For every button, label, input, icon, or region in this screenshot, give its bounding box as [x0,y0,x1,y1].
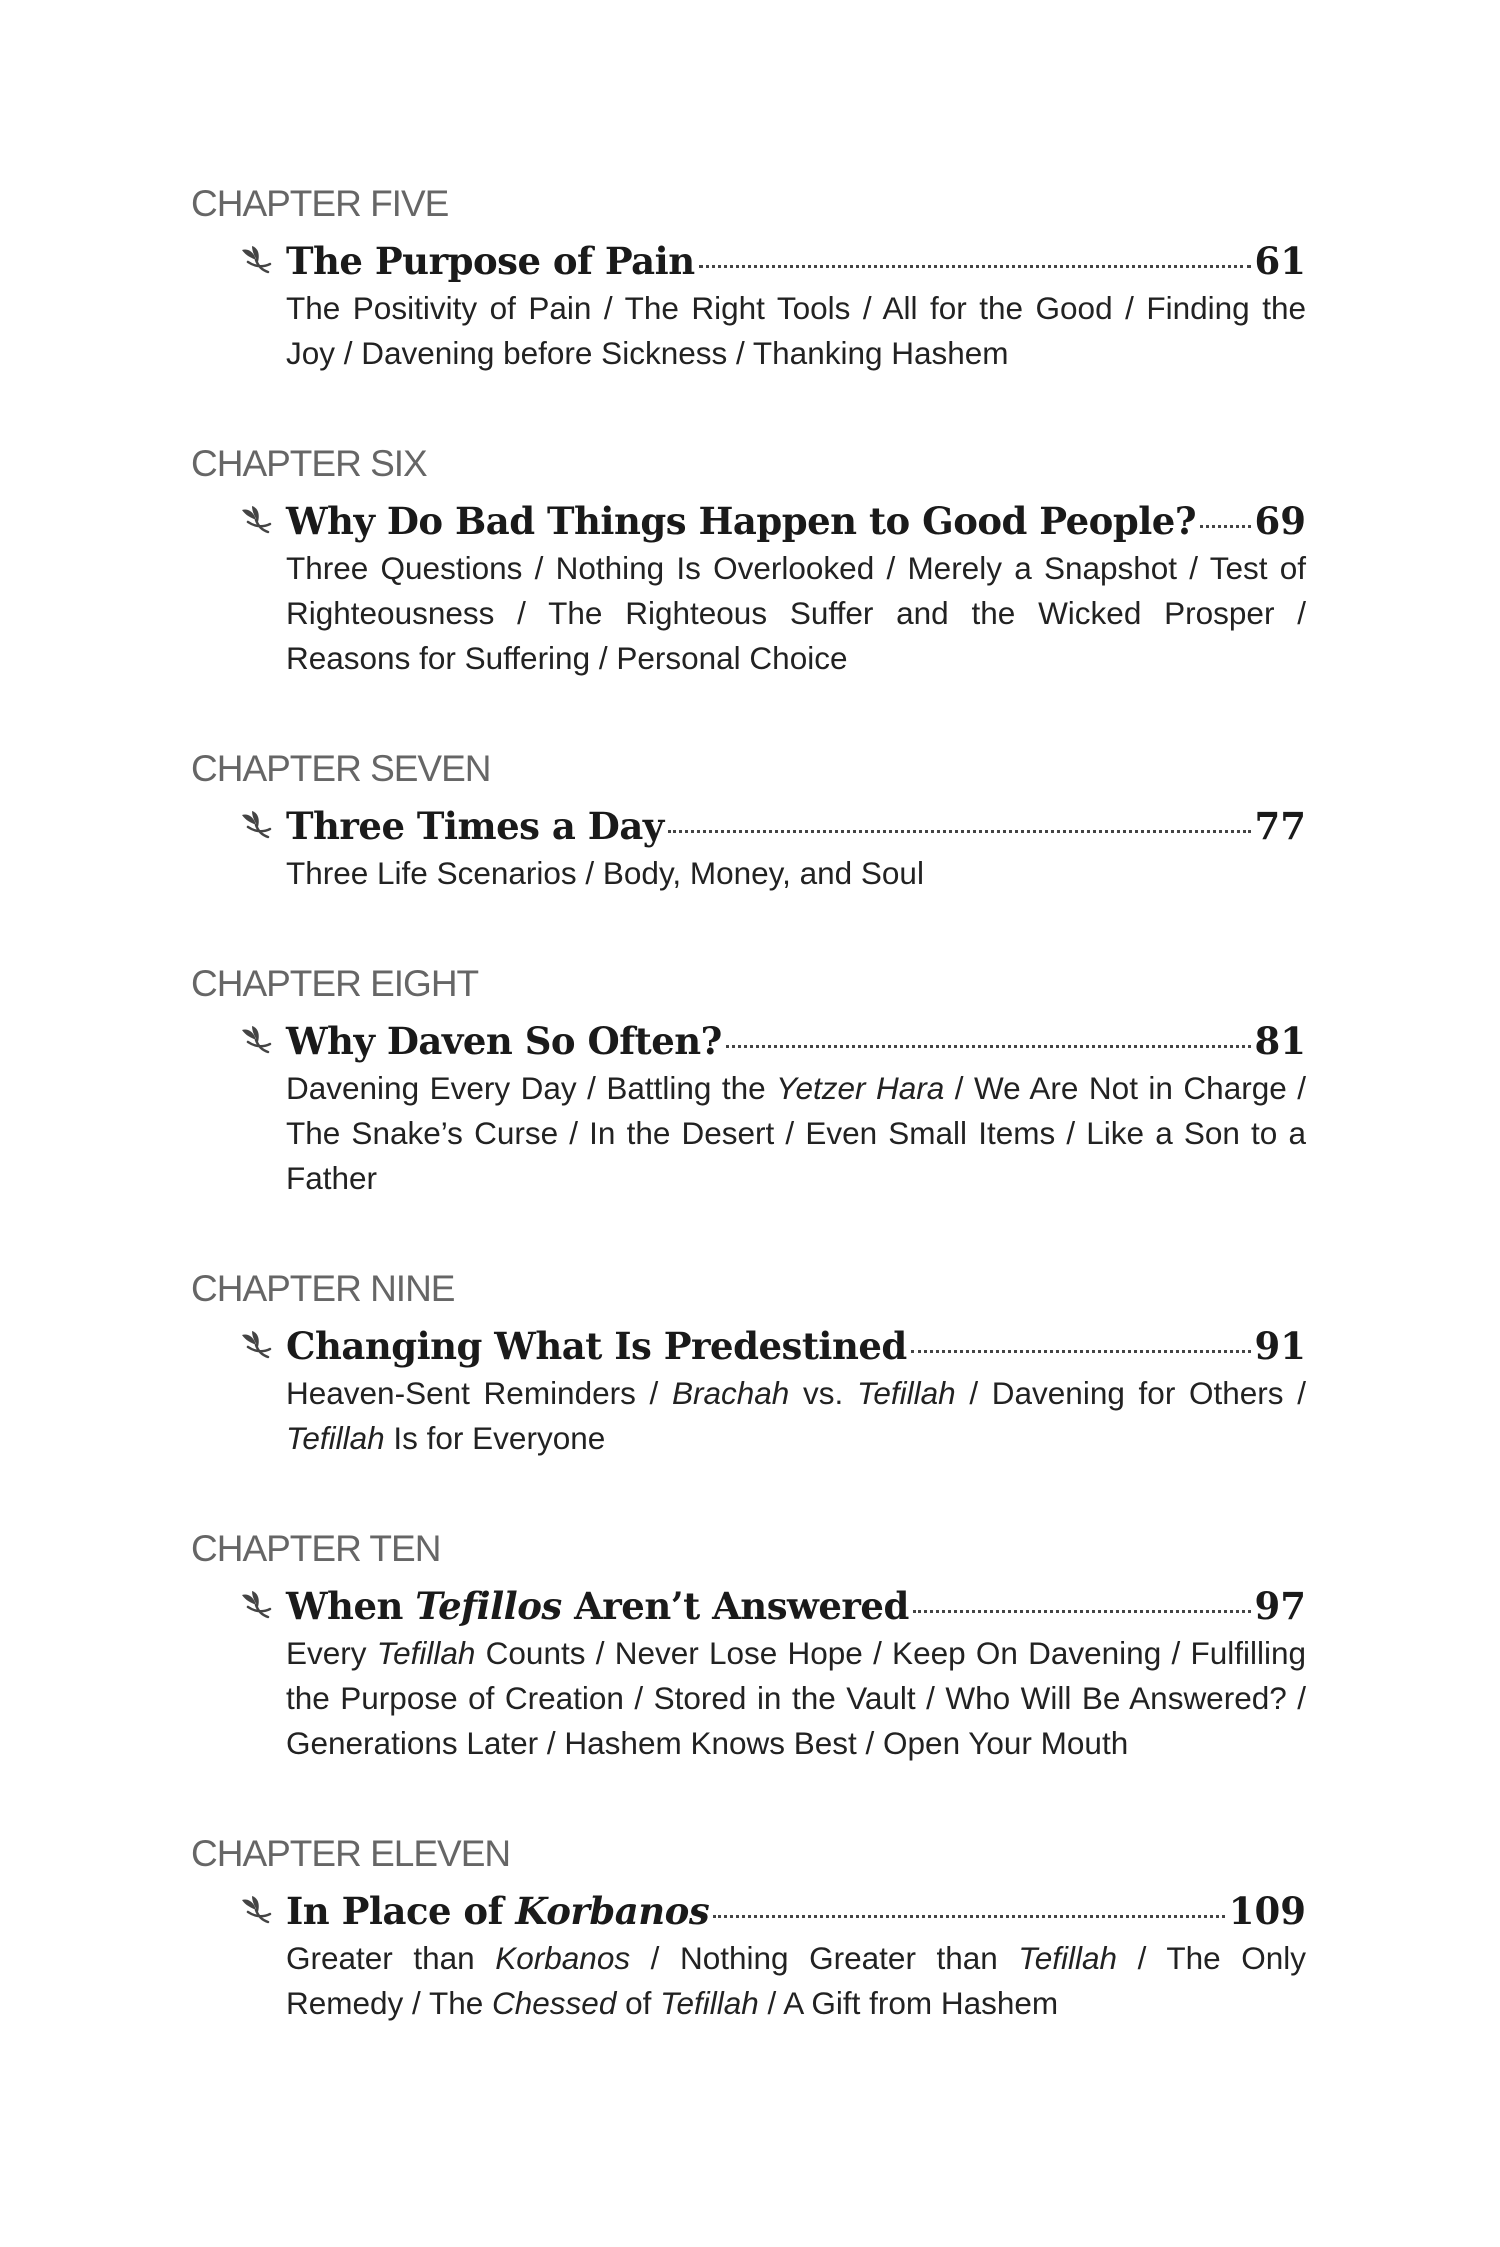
italic-text: Tefillah [856,1375,956,1411]
text-segment: Is for Everyone [384,1420,606,1456]
title-row [286,1321,1306,1371]
chapter-label: CHAPTER ELEVEN [191,1833,511,1874]
text-segment: Changing What Is Predestined [286,1324,907,1368]
chapter-title [286,1016,722,1066]
dot-leader [668,830,1251,833]
leaf-ornament-icon [238,1022,274,1058]
table-of-contents [191,174,1306,2026]
text-segment: Greater than [286,1940,496,1976]
toc-entry[interactable] [286,1016,1306,1201]
italic-text: Tefillah [376,1635,476,1671]
italic-text: Tefillah [660,1985,759,2021]
toc-entry[interactable] [286,801,1306,896]
page-number: 91 [1254,1324,1306,1368]
chapter-section [191,174,1306,376]
text-segment: Why Do Bad Things Happen to Good People? [286,499,1197,543]
dot-leader [699,265,1251,268]
text-segment: of [616,1985,661,2021]
chapter-section [191,1259,1306,1461]
chapter-title [286,1886,709,1936]
chapter-label: CHAPTER NINE [191,1268,455,1309]
italic-text: Brachah [672,1375,790,1411]
title-row [286,1886,1306,1936]
page-number: 81 [1254,1019,1306,1063]
chapter-topics [286,851,1306,896]
page-number: 109 [1228,1889,1306,1933]
chapter-section [191,954,1306,1201]
italic-text: Korbanos [515,1889,710,1933]
title-row [286,1581,1306,1631]
page-number: 77 [1254,804,1306,848]
text-segment: The Positivity of Pain / The Right Tools / All for the Good / Finding the Joy / Davening before Sickness / Thanking Hashem [286,290,1306,371]
title-row [286,801,1306,851]
text-segment: Counts / Never Lose Hope / Keep On Davening / Fulfilling the Purpose of Creation / Stored in the Vault / Who Will Be Answered? / Generations Later / Hashem Knows Best / Open Your Mouth [286,1635,1306,1761]
chapter-topics [286,286,1306,376]
page-number: 69 [1254,499,1306,543]
leaf-ornament-icon [238,1327,274,1363]
dot-leader [726,1045,1251,1048]
toc-entry[interactable] [286,496,1306,681]
italic-text: Chessed [492,1985,617,2021]
chapter-label: CHAPTER TEN [191,1528,441,1569]
italic-text: Yetzer Hara [776,1070,945,1106]
text-segment: Aren’t Answered [561,1584,909,1628]
text-segment: When [286,1584,416,1628]
title-row [286,1016,1306,1066]
text-segment: Three Times a Day [286,804,664,848]
text-segment: / We Are Not in Charge / The Snake’s Curse / In the Desert / Even Small Items / Like a Son to a Father [286,1070,1306,1196]
chapter-label: CHAPTER SIX [191,443,427,484]
text-segment: Every [286,1635,377,1671]
text-segment: / Davening for Others / [955,1375,1306,1411]
leaf-ornament-icon [238,807,274,843]
toc-entry[interactable] [286,1581,1306,1766]
text-segment: / Nothing Greater than [630,1940,1019,1976]
text-segment: Three Life Scenarios / Body, Money, and Soul [286,855,924,891]
chapter-topics [286,1066,1306,1201]
text-segment: Heaven-Sent Reminders / [286,1375,672,1411]
leaf-ornament-icon [238,1892,274,1928]
chapter-title [286,236,695,286]
chapter-section [191,1824,1306,2026]
chapter-topics [286,1371,1306,1461]
text-segment: / A Gift from Hashem [758,1985,1059,2021]
dot-leader [913,1610,1251,1613]
text-segment: vs. [789,1375,857,1411]
chapter-title [286,496,1196,546]
text-segment: Three Questions / Nothing Is Overlooked / Merely a Snapshot / Test of Righteousness / The Righteous Suffer and the Wicked Prosper / Reasons for Suffering / Personal Choice [286,550,1306,676]
dot-leader [713,1915,1225,1918]
chapter-label: CHAPTER EIGHT [191,963,479,1004]
chapter-label: CHAPTER FIVE [191,183,449,224]
chapter-topics [286,1936,1306,2026]
text-segment: The Purpose of Pain [286,239,695,283]
toc-entry[interactable] [286,1321,1306,1461]
chapter-title [286,801,664,851]
text-segment: Davening Every Day / Battling the [286,1070,777,1106]
title-row [286,496,1306,546]
italic-text: Tefillos [415,1584,562,1628]
chapter-label: CHAPTER SEVEN [191,748,491,789]
toc-entry[interactable] [286,1886,1306,2026]
italic-text: Tefillah [1018,1940,1118,1976]
chapter-title [286,1321,907,1371]
leaf-ornament-icon [238,502,274,538]
text-segment: / The Only Remedy / The [286,1940,1306,2021]
toc-entry[interactable] [286,236,1306,376]
page-number: 97 [1254,1584,1306,1628]
chapter-section [191,1519,1306,1766]
dot-leader [911,1350,1251,1353]
page-number: 61 [1254,239,1306,283]
leaf-ornament-icon [238,1587,274,1623]
italic-text: Korbanos [495,1940,631,1976]
text-segment: Why Daven So Often? [286,1019,722,1063]
chapter-title [286,1581,909,1631]
text-segment: In Place of [286,1889,516,1933]
chapter-topics [286,1631,1306,1766]
chapter-section [191,434,1306,681]
title-row [286,236,1306,286]
leaf-ornament-icon [238,242,274,278]
italic-text: Tefillah [286,1420,385,1456]
dot-leader [1200,525,1250,528]
chapter-section [191,739,1306,896]
chapter-topics [286,546,1306,681]
